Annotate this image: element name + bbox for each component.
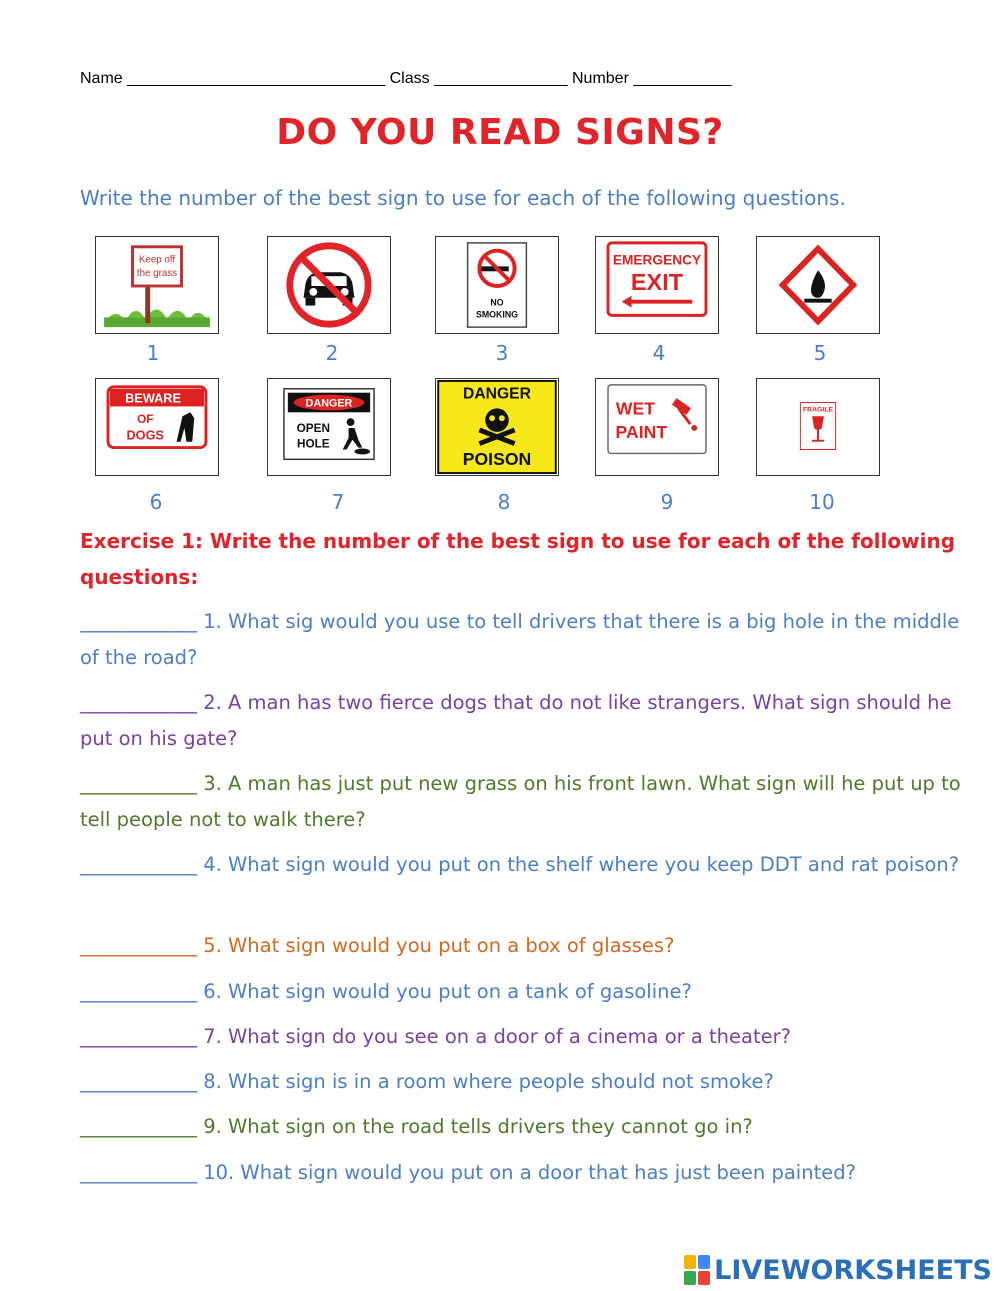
beware-of-dogs-sign — [95, 378, 219, 476]
sign-number-3: 3 — [495, 341, 509, 365]
keep-off-grass-sign — [95, 236, 219, 334]
sign-1-text-b: the grass — [136, 268, 178, 280]
question-4 — [80, 847, 965, 883]
question-3 — [80, 766, 965, 838]
liveworksheets-logo[interactable] — [684, 1252, 992, 1288]
sign-8-text-a: DANGER — [463, 385, 531, 403]
sign-6-text-b: OF — [137, 413, 154, 427]
danger-open-hole-sign — [267, 378, 391, 476]
question-6 — [80, 974, 965, 1010]
question-2 — [80, 685, 965, 757]
sign-number-8: 8 — [497, 490, 511, 514]
sign-1-text-a: Keep off — [138, 254, 176, 266]
question-3-text: 3. A man has just put new grass on his front lawn. What sign will he put up to tell people not to walk there? — [80, 772, 961, 831]
sign-8-text-b: POISON — [462, 449, 532, 470]
answer-blank-3[interactable]: ____________ — [80, 772, 197, 795]
logo-text: LIVEWORKSHEETS — [714, 1254, 992, 1286]
sign-number-4: 4 — [652, 341, 666, 365]
emergency-exit-sign — [595, 236, 719, 334]
danger-poison-sign — [435, 378, 559, 476]
question-7-text: 7. What sign do you see on a door of a cinema or a theater? — [203, 1025, 791, 1048]
sign-7-text-a: DANGER — [305, 397, 353, 410]
answer-blank-1[interactable]: ____________ — [80, 610, 197, 633]
wet-paint-sign — [595, 378, 719, 476]
sign-10-text: FRAGILE — [802, 406, 834, 414]
sign-3-text-a: NO — [490, 297, 504, 308]
question-1 — [80, 604, 965, 676]
question-9-text: 9. What sign on the road tells drivers they cannot go in? — [203, 1115, 753, 1138]
flammable-sign — [756, 236, 880, 334]
sign-7-text-b: OPEN — [296, 421, 330, 435]
sign-4-text-a: EMERGENCY — [612, 252, 702, 268]
sign-number-2: 2 — [325, 341, 339, 365]
answer-blank-2[interactable]: ____________ — [80, 691, 197, 714]
logo-mark-icon — [684, 1255, 710, 1285]
student-info-line: Name _____________________________ Class _______________ Number ___________ — [80, 70, 732, 87]
sign-4-text-b: EXIT — [630, 268, 684, 295]
exercise-heading: Exercise 1: Write the number of the best sign to use for each of the following questions: — [80, 529, 956, 589]
question-6-text: 6. What sign would you put on a tank of gasoline? — [203, 980, 692, 1003]
page-title: DO YOU READ SIGNS? — [276, 112, 724, 153]
instruction-text: Write the number of the best sign to use for each of the following questions. — [80, 186, 846, 210]
question-5 — [80, 928, 965, 964]
answer-blank-6[interactable]: ____________ — [80, 980, 197, 1003]
question-8-text: 8. What sign is in a room where people should not smoke? — [203, 1070, 774, 1093]
sign-number-10: 10 — [809, 490, 835, 514]
sign-9-text-b: PAINT — [615, 421, 668, 442]
sign-6-text-a: BEWARE — [125, 390, 181, 406]
question-5-text: 5. What sign would you put on a box of glasses? — [203, 934, 675, 957]
sign-9-text-a: WET — [615, 398, 656, 419]
question-2-text: 2. A man has two fierce dogs that do not like strangers. What sign should he put on his gate? — [80, 691, 952, 750]
sign-6-text-c: DOGS — [126, 427, 164, 443]
sign-number-9: 9 — [660, 490, 674, 514]
question-1-text: 1. What sig would you use to tell drivers that there is a big hole in the middle of the road? — [80, 610, 960, 669]
sign-number-5: 5 — [813, 341, 827, 365]
answer-blank-8[interactable]: ____________ — [80, 1070, 197, 1093]
answer-blank-10[interactable]: ____________ — [80, 1161, 197, 1184]
sign-7-text-c: HOLE — [297, 437, 330, 451]
question-10-text: 10. What sign would you put on a door that has just been painted? — [203, 1161, 856, 1184]
sign-3-text-b: SMOKING — [475, 309, 519, 320]
sign-number-1: 1 — [146, 341, 160, 365]
no-cars-sign — [267, 236, 391, 334]
no-smoking-sign — [435, 236, 559, 334]
question-4-text: 4. What sign would you put on the shelf where you keep DDT and rat poison? — [203, 853, 960, 876]
sign-number-6: 6 — [149, 490, 163, 514]
question-9 — [80, 1109, 965, 1145]
answer-blank-9[interactable]: ____________ — [80, 1115, 197, 1138]
question-10 — [80, 1155, 965, 1191]
answer-blank-5[interactable]: ____________ — [80, 934, 197, 957]
question-7 — [80, 1019, 965, 1055]
question-8 — [80, 1064, 965, 1100]
answer-blank-7[interactable]: ____________ — [80, 1025, 197, 1048]
fragile-sign — [756, 378, 880, 476]
sign-number-7: 7 — [331, 490, 345, 514]
answer-blank-4[interactable]: ____________ — [80, 853, 197, 876]
